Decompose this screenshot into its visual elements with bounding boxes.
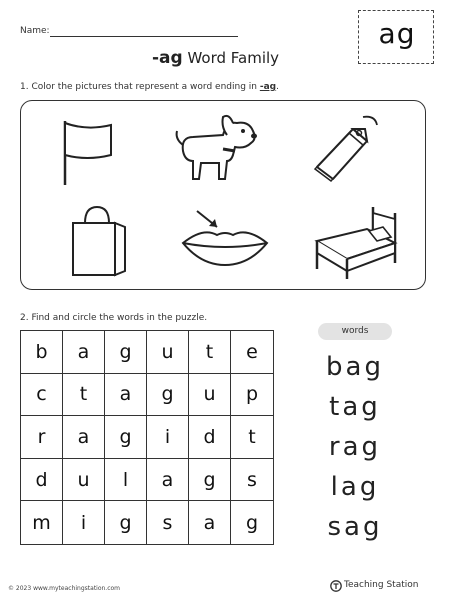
- grid-cell[interactable]: t: [189, 331, 231, 374]
- grid-cell[interactable]: g: [105, 416, 147, 459]
- brand-name: Teaching Station: [344, 580, 419, 590]
- grid-cell[interactable]: s: [147, 501, 189, 544]
- grid-cell[interactable]: u: [63, 459, 105, 502]
- instruction-1: [20, 82, 279, 92]
- grid-cell[interactable]: g: [245, 511, 259, 534]
- name-field-line[interactable]: [50, 36, 238, 37]
- lips-icon[interactable]: [177, 207, 273, 269]
- word-family-badge: [358, 10, 434, 64]
- grid-cell[interactable]: g: [147, 374, 189, 417]
- grid-cell[interactable]: e: [231, 331, 273, 374]
- picture-box: [20, 100, 426, 290]
- title-text: Word Family: [182, 49, 280, 67]
- dog-icon[interactable]: [171, 111, 261, 187]
- grid-cell[interactable]: p: [231, 374, 273, 417]
- grid-cell[interactable]: a: [147, 459, 189, 502]
- name-label: Name:: [20, 26, 50, 36]
- grid-cell[interactable]: l: [105, 459, 147, 502]
- grid-cell[interactable]: m: [21, 501, 63, 544]
- tag-icon[interactable]: [309, 111, 389, 189]
- grid-cell[interactable]: u: [147, 331, 189, 374]
- grid-cell[interactable]: c: [21, 374, 63, 417]
- instruction-1-period: .: [276, 82, 279, 92]
- word-search-grid: [20, 330, 274, 545]
- grid-cell[interactable]: r: [21, 416, 63, 459]
- grid-cell[interactable]: a: [189, 501, 231, 544]
- grid-cell[interactable]: i: [147, 416, 189, 459]
- grid-cell[interactable]: g: [105, 501, 147, 544]
- grid-cell[interactable]: s: [231, 459, 273, 502]
- grid-cell[interactable]: b: [21, 331, 63, 374]
- grid-cell[interactable]: d: [21, 459, 63, 502]
- grid-cell[interactable]: i: [63, 501, 105, 544]
- bed-icon[interactable]: [307, 201, 403, 281]
- instruction-1-ending: -ag: [259, 82, 277, 92]
- grid-cell[interactable]: d: [189, 416, 231, 459]
- copyright-text: © 2023 www.myteachingstation.com: [8, 585, 121, 592]
- grid-cell[interactable]: t: [63, 374, 105, 417]
- words-label: words: [318, 323, 392, 340]
- instruction-2: 2. Find and circle the words in the puzzle.: [20, 313, 208, 323]
- word-list-item: lag: [330, 472, 380, 502]
- word-list-item: sag: [327, 512, 383, 542]
- grid-cell[interactable]: t: [231, 416, 273, 459]
- teaching-station-logo-icon: [330, 580, 342, 592]
- grid-cell[interactable]: g: [189, 459, 231, 502]
- title-ending: -ag: [152, 48, 183, 68]
- flag-icon[interactable]: [57, 117, 117, 187]
- instruction-1-text: 1. Color the pictures that represent a word ending in: [20, 82, 260, 92]
- grid-cell[interactable]: a: [63, 331, 105, 374]
- word-list-item: bag: [326, 352, 384, 382]
- word-list-item: rag: [328, 432, 382, 462]
- badge-text: ag: [378, 17, 416, 50]
- grid-cell[interactable]: a: [105, 374, 147, 417]
- grid-cell[interactable]: u: [189, 374, 231, 417]
- bag-icon[interactable]: [67, 203, 129, 281]
- grid-cell[interactable]: a: [63, 416, 105, 459]
- word-list-item: tag: [329, 392, 381, 422]
- grid-cell[interactable]: g: [105, 331, 147, 374]
